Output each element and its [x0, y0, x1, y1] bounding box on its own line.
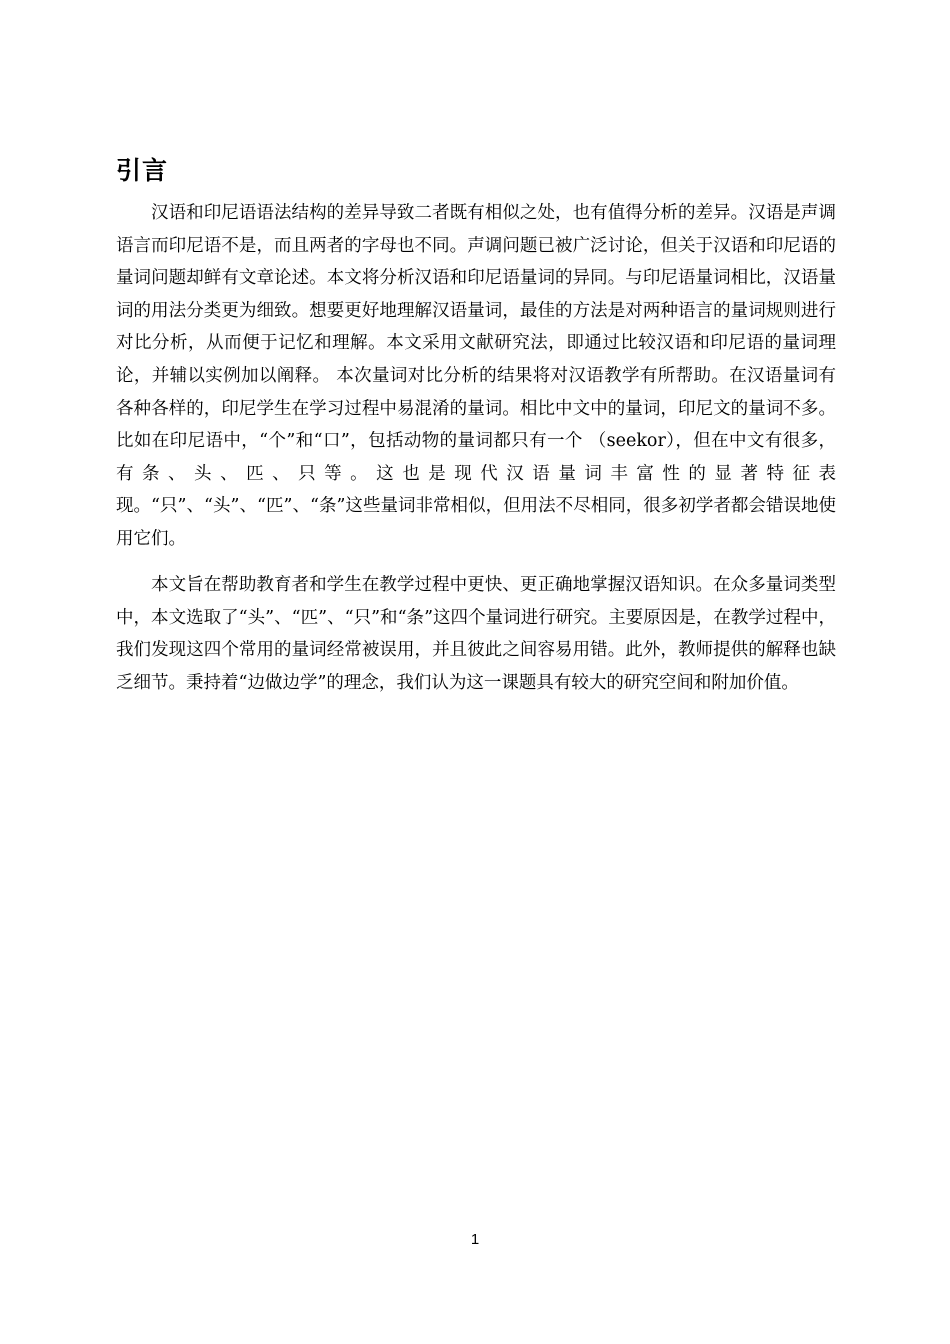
page-number: 1 — [470, 1231, 480, 1248]
section-heading: 引言 — [116, 156, 169, 185]
paragraph-1: 汉语和印尼语语法结构的差异导致二者既有相似之处，也有值得分析的差异。汉语是声调语言而印尼语不是，而且两者的字母也不同。声调问题已被广泛讨论，但关于汉语和印尼语的量词问题却鲜有文章论述。本文将分析汉语和印尼语量词的异同。与印尼语量词相比，汉语量词的用法分类更为细致。想要更好地理解汉语量词，最佳的方法是对两种语言的量词规则进行对比分析，从而便于记忆和理解。本文采用文献研究法，即通过比较汉语和印尼语的量词理论，并辅以实例加以阐释。 本次量词对比分析的结果将对汉语教学有所帮助。在汉语量词有各种各样的，印尼学生在学习过程中易混淆的量词。相比中文中的量词，印尼文的量词不多。比如在印尼语中，“个”和“口”，包括动物的量词都只有一个 （seekor），但在中文有很多，有条、头、匹、只等。这也是现代汉语量词丰富性的显著特征表现。“只”、“头”、“匹”、“条”这些量词非常相似，但用法不尽相同，很多初学者都会错误地使用它们。 — [116, 203, 836, 549]
paragraph-2: 本文旨在帮助教育者和学生在教学过程中更快、更正确地掌握汉语知识。在众多量词类型中，本文选取了“头”、“匹”、“只”和“条”这四个量词进行研究。主要原因是，在教学过程中，我们发现这四个常用的量词经常被误用，并且彼此之间容易用错。此外，教师提供的解释也缺乏细节。秉持着“边做边学”的理念，我们认为这一课题具有较大的研究空间和附加价值。 — [116, 575, 836, 693]
